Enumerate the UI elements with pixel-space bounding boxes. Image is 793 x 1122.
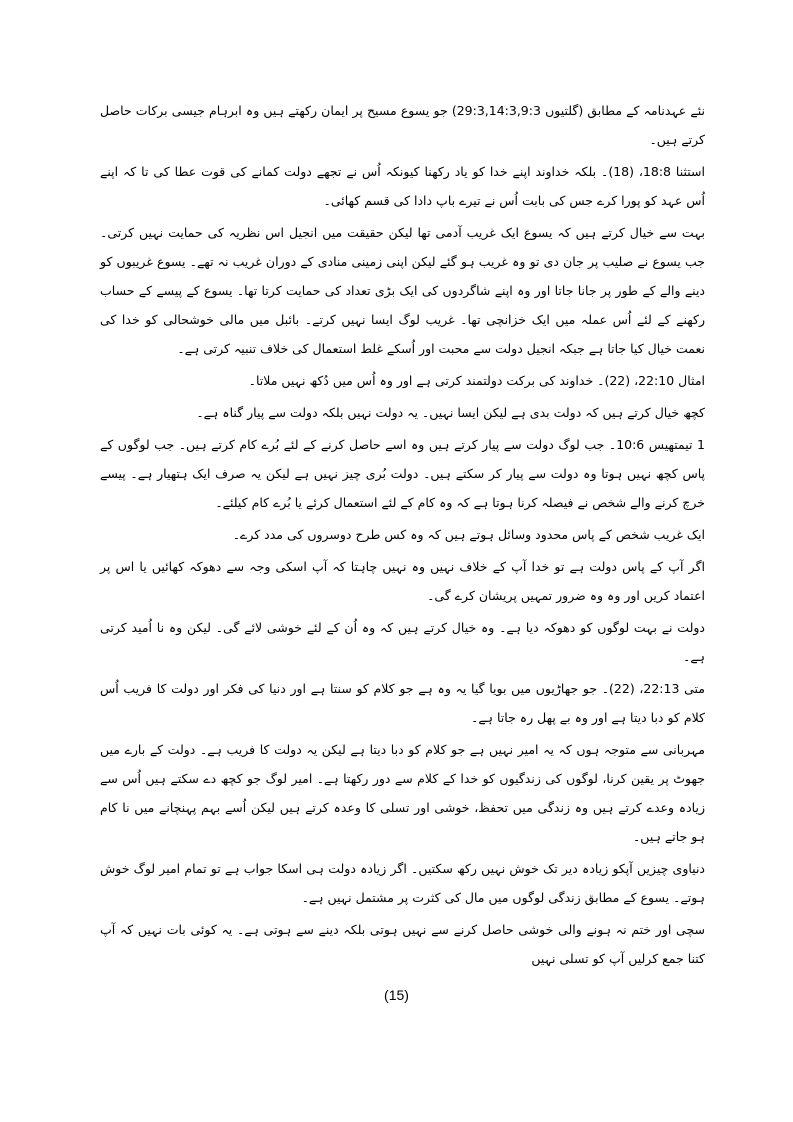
paragraph: ایک غریب شخص کے پاس محدود وسائل ہوتے ہیں کہ وہ کس طرح دوسروں کی مدد کرے۔ xyxy=(232,527,705,542)
paragraph: بہت سے خیال کرتے ہیں کہ یسوع ایک غریب آدمی تھا لیکن حقیقت میں انجیل اس نظریہ کی حمایت نہیں کرتی۔ جب یسوع نے صلیب پر جان دی تو وہ غریب ہو گئے لیکن اپنی زمینی منادی کے دوران غریب نہ تھے۔ یسوع غریبوں کو دینے والے کے طور پر جانا جاتا اور وہ اپنے شاگردوں کی ایک بڑی تعداد کی حمایت کرتا تھا۔ یسوع کے پیسے کے حساب رکھنے کے لئے اُس عملہ میں ایک خزانچی تھا۔ غریب لوگ ایسا نہیں کرتے۔ بائبل میں مالی خوشحالی کو خدا کی نعمت خیال کیا جاتا ہے جبکہ انجیل دولت سے محبت اور اُسکے غلط استعمال کی خلاف تنبیہ کرتی ہے۔ xyxy=(100,225,705,356)
paragraph: متی 22:13، (22)۔ جو جھاڑیوں میں بویا گیا یہ وہ ہے جو کلام کو سنتا ہے اور دنیا کی فکر اور دولت کا فریب اُس کلام کو دبا دیتا ہے اور وہ بے پھل رہ جاتا ہے۔ xyxy=(100,681,705,725)
paragraph: دنیاوی چیزیں آپکو زیادہ دیر تک خوش نہیں رکھ سکتیں۔ اگر زیادہ دولت ہی اسکا جواب ہے تو تمام امیر لوگ خوش ہوتے۔ یسوع کے مطابق زندگی لوگوں میں مال کی کثرت پر مشتمل نہیں ہے۔ xyxy=(100,861,705,905)
body-text xyxy=(100,96,705,976)
paragraph: مہربانی سے متوجہ ہوں کہ یہ امیر نہیں ہے جو کلام کو دبا دیتا ہے لیکن یہ دولت کا فریب ہے۔ دولت کے بارے میں جھوٹ پر یقین کرنا، لوگوں کی زندگیوں کو خدا کے کلام سے دور رکھتا ہے۔ امیر لوگ جو کچھ دے سکتے ہیں اُس سے زیادہ وعدے کرتے ہیں وہ زندگی میں تحفظ، خوشی اور تسلی کا وعدہ کرتے ہیں لیکن اُسے بہم پہنچانے میں نا کام ہو جاتے ہیں۔ xyxy=(100,742,705,844)
paragraph: دولت نے بہت لوگوں کو دھوکہ دیا ہے۔ وہ خیال کرتے ہیں کہ وہ اُن کے لئے خوشی لائے گی۔ لیکن وہ نا اُمید کرتی ہے۔ xyxy=(100,620,705,664)
paragraph: امثال 22:10، (22)۔ خداوند کی برکت دولتمند کرتی ہے اور وہ اُس میں دُکھ نہیں ملاتا۔ xyxy=(248,373,705,388)
paragraph: نئے عہدنامہ کے مطابق (گلتیوں 29:3,14:3,9:3) جو یسوع مسیح پر ایمان رکھتے ہیں وہ ابرہام جیسی برکات حاصل کرتے ہیں۔ xyxy=(100,103,705,147)
paragraph: کچھ خیال کرتے ہیں کہ دولت بدی ہے لیکن ایسا نہیں۔ یہ دولت نہیں بلکہ دولت سے پیار گناہ ہے۔ xyxy=(196,405,705,420)
paragraph: 1 تیمتھیس 10:6۔ جب لوگ دولت سے پیار کرتے ہیں وہ اسے حاصل کرنے کے لئے بُرے کام کرتے ہیں۔ جب لوگوں کے پاس کچھ نہیں ہوتا وہ دولت سے پیار کر سکتے ہیں۔ دولت بُری چیز نہیں ہے لیکن یہ صرف ایک ہتھیار ہے۔ پیسے خرچ کرنے والے شخص نے فیصلہ کرنا ہوتا ہے کہ وہ کام کے لئے استعمال کرئے یا بُرے کام کیلئے۔ xyxy=(100,437,705,510)
page-number: (15) xyxy=(384,987,409,1003)
paragraph: سچی اور ختم نہ ہونے والی خوشی حاصل کرنے سے نہیں ہوتی بلکہ دینے سے ہوتی ہے۔ یہ کوئی بات نہیں کہ آپ کتنا جمع کرلیں آپ کو تسلی نہیں xyxy=(100,922,705,966)
paragraph: اگر آپ کے پاس دولت ہے تو خدا آپ کے خلاف نہیں وہ نہیں چاہتا کہ آپ اسکی وجہ سے دھوکہ کھائیں یا اس پر اعتماد کریں اور وہ وہ ضرور تمہیں پریشان کرے گی۔ xyxy=(100,559,705,603)
paragraph: استثنا 18:8، (18)۔ بلکہ خداوند اپنے خدا کو یاد رکھنا کیونکہ اُس نے تجھے دولت کمانے کی قوت عطا کی تا کہ اپنے اُس عہد کو پورا کرے جس کی بابت اُس نے تیرے باپ دادا کی قسم کھائی۔ xyxy=(100,164,706,208)
